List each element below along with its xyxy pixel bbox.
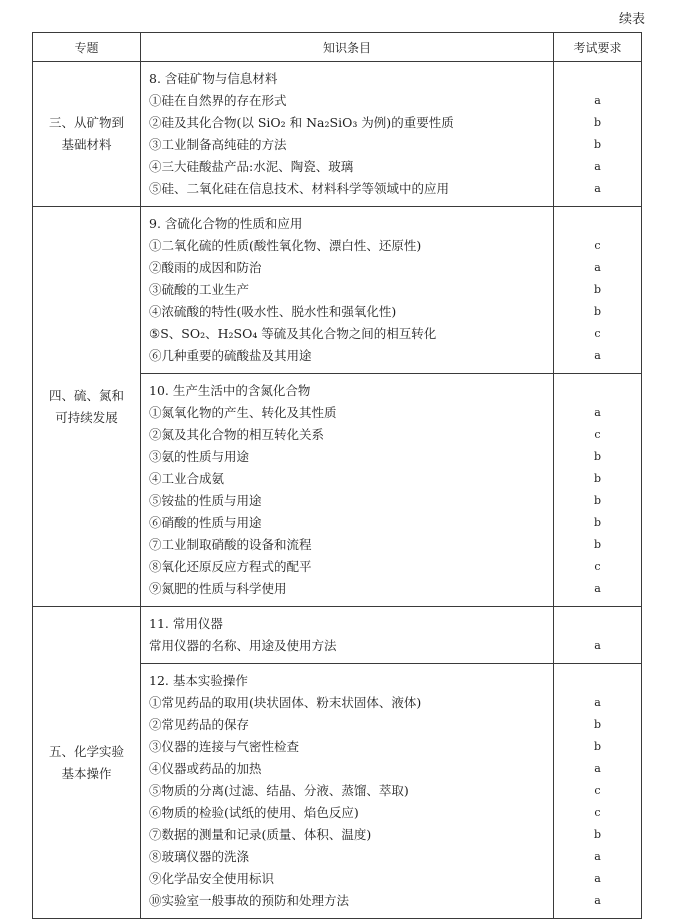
group-title: 11. 常用仪器 bbox=[149, 616, 223, 631]
table-row bbox=[33, 207, 642, 374]
topic-cell bbox=[33, 607, 141, 919]
item-text: ②氮及其化合物的相互转化关系 bbox=[149, 427, 325, 442]
item-text: ⑦数据的测量和记录(质量、体积、温度) bbox=[149, 827, 372, 842]
item-text: ⑤铵盐的性质与用途 bbox=[149, 493, 262, 508]
topic-line: 五、化学实验 bbox=[48, 743, 124, 759]
item-text: ⑨氮肥的性质与科学使用 bbox=[149, 581, 287, 596]
item-text: ⑧氧化还原反应方程式的配平 bbox=[149, 559, 312, 574]
topic-cell bbox=[33, 62, 141, 207]
requirement-level: a bbox=[594, 160, 601, 173]
requirement-cell bbox=[554, 207, 642, 374]
item-text: ①常见药品的取用(块状固体、粉末状固体、液体) bbox=[149, 695, 422, 710]
item-text: ④仪器或药品的加热 bbox=[149, 761, 262, 776]
requirement-level: c bbox=[594, 239, 601, 252]
requirement-level: b bbox=[593, 538, 602, 551]
requirement-level: a bbox=[594, 182, 601, 195]
group-title: 8. 含硅矿物与信息材料 bbox=[149, 71, 278, 86]
topic-line: 三、从矿物到 bbox=[48, 115, 124, 130]
requirement-level: a bbox=[594, 850, 601, 863]
item-text: ③硫酸的工业生产 bbox=[149, 282, 250, 297]
items-cell bbox=[141, 62, 554, 207]
header-item: 知识条目 bbox=[141, 33, 554, 62]
continuation-label: 续表 bbox=[618, 12, 645, 27]
item-text: ①硅在自然界的存在形式 bbox=[149, 93, 287, 108]
requirement-level: c bbox=[594, 327, 601, 340]
requirement-level: b bbox=[593, 494, 602, 507]
topic-line: 基本操作 bbox=[61, 765, 112, 781]
item-text: ②酸雨的成因和防治 bbox=[149, 260, 262, 275]
item-text: ⑥硝酸的性质与用途 bbox=[149, 515, 262, 530]
item-text: 常用仪器的名称、用途及使用方法 bbox=[149, 638, 337, 653]
item-text: ⑤硅、二氧化硅在信息技术、材料科学等领域中的应用 bbox=[149, 181, 450, 196]
requirement-level: a bbox=[594, 261, 601, 274]
group-title: 9. 含硫化合物的性质和应用 bbox=[149, 216, 303, 231]
table-row bbox=[33, 607, 642, 664]
item-text: ⑩实验室一般事故的预防和处理方法 bbox=[149, 893, 350, 908]
topic-line: 四、硫、氮和 bbox=[48, 387, 124, 403]
requirement-level: a bbox=[594, 894, 601, 907]
item-text: ③氨的性质与用途 bbox=[149, 449, 250, 464]
requirement-level: a bbox=[594, 94, 601, 107]
items-cell bbox=[141, 664, 554, 919]
header-requirement: 考试要求 bbox=[554, 33, 642, 62]
items-cell bbox=[141, 607, 554, 664]
item-text: ①二氧化硫的性质(酸性氧化物、漂白性、还原性) bbox=[149, 238, 422, 253]
requirement-level: a bbox=[594, 696, 601, 709]
item-text: ⑤S、SO₂、H₂SO₄ 等硫及其化合物之间的相互转化 bbox=[149, 326, 437, 341]
requirement-level: b bbox=[593, 450, 602, 463]
requirement-cell bbox=[554, 607, 642, 664]
requirement-level: b bbox=[593, 828, 602, 841]
requirement-level: a bbox=[594, 872, 601, 885]
item-text: ③工业制备高纯硅的方法 bbox=[149, 137, 287, 152]
item-text: ⑨化学品安全使用标识 bbox=[149, 871, 275, 886]
requirement-level: b bbox=[593, 116, 602, 129]
item-text: ④浓硫酸的特性(吸水性、脱水性和强氧化性) bbox=[149, 304, 397, 319]
item-text: ⑥物质的检验(试纸的使用、焰色反应) bbox=[149, 805, 359, 820]
item-text: ④三大硅酸盐产品:水泥、陶瓷、玻璃 bbox=[149, 159, 354, 174]
requirement-level: b bbox=[593, 718, 602, 731]
item-text: ③仪器的连接与气密性检查 bbox=[149, 739, 300, 754]
item-text: ①氮氧化物的产生、转化及其性质 bbox=[149, 405, 337, 420]
requirement-level: b bbox=[593, 138, 602, 151]
header-topic: 专题 bbox=[33, 33, 141, 62]
item-text: ⑥几种重要的硫酸盐及其用途 bbox=[149, 348, 312, 363]
item-text: ⑧玻璃仪器的洗涤 bbox=[149, 849, 250, 864]
requirement-level: a bbox=[594, 582, 601, 595]
requirement-level: a bbox=[594, 639, 601, 652]
group-title: 12. 基本实验操作 bbox=[149, 673, 248, 688]
requirement-level: c bbox=[594, 806, 601, 819]
item-text: ②常见药品的保存 bbox=[149, 717, 250, 732]
requirement-level: b bbox=[593, 283, 602, 296]
table-row bbox=[33, 62, 642, 207]
requirement-level: b bbox=[593, 472, 602, 485]
requirement-level: a bbox=[594, 349, 601, 362]
topic-line: 基础材料 bbox=[61, 137, 112, 152]
item-text: ⑤物质的分离(过滤、结晶、分液、蒸馏、萃取) bbox=[149, 783, 409, 798]
requirement-level: b bbox=[593, 305, 602, 318]
topic-line: 可持续发展 bbox=[55, 409, 118, 425]
requirement-level: c bbox=[594, 784, 601, 797]
topic-cell bbox=[33, 207, 141, 607]
items-cell bbox=[141, 207, 554, 374]
requirement-level: a bbox=[594, 762, 601, 775]
requirement-level: a bbox=[594, 406, 601, 419]
item-text: ②硅及其化合物(以 SiO₂ 和 Na₂SiO₃ 为例)的重要性质 bbox=[149, 115, 454, 130]
requirement-level: c bbox=[594, 428, 601, 441]
header-row bbox=[33, 33, 642, 62]
item-text: ⑦工业制取硝酸的设备和流程 bbox=[149, 537, 312, 552]
group-title: 10. 生产生活中的含氮化合物 bbox=[149, 383, 311, 398]
requirement-level: b bbox=[593, 516, 602, 529]
item-text: ④工业合成氨 bbox=[149, 471, 225, 486]
requirement-cell bbox=[554, 374, 642, 607]
requirement-cell bbox=[554, 62, 642, 207]
requirement-level: c bbox=[594, 560, 601, 573]
items-cell bbox=[141, 374, 554, 607]
requirement-cell bbox=[554, 664, 642, 919]
syllabus-table bbox=[32, 32, 642, 919]
requirement-level: b bbox=[593, 740, 602, 753]
